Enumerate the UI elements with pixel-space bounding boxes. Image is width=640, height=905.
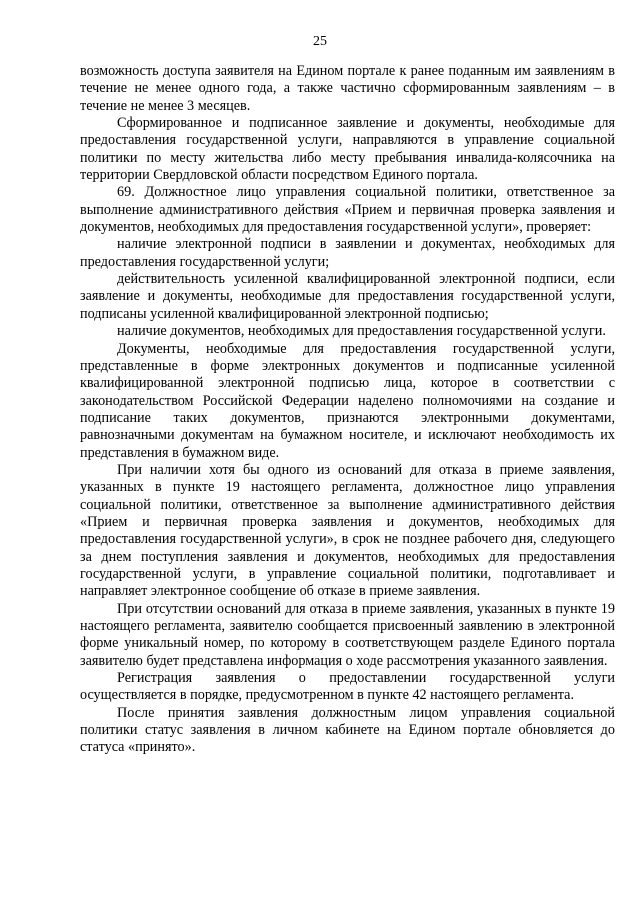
document-body xyxy=(80,63,615,757)
paragraph-registration: Регистрация заявления о предоставлении государственной услуги осуществляется в порядке, предусмотренном в пункте 42 настоящего регламента. xyxy=(80,670,615,704)
page-number: 25 xyxy=(313,34,327,49)
paragraph-signature-validity: действительность усиленной квалифицированной электронной подписи, если заявление и документы, необходимые для предоставления государственной услуги, подписаны усиленной квалифицированной электронной подписью; xyxy=(80,271,615,322)
paragraph-electronic-documents: Документы, необходимые для предоставления государственной услуги, представленные в форме электронных документов и подписанные усиленной квалифицированной электронной подписью лица, которое в соответствии с законодательством Российской Федерации наделено полномочиями на создание и подписание таких документов, признаются электронными документами, равнозначными документам на бумажном носителе, и исключают необходимость их представления в бумажном виде. xyxy=(80,340,615,461)
paragraph-status-update: После принятия заявления должностным лицом управления социальной политики статус заявления в личном кабинете на Едином портале обновляется до статуса «принято». xyxy=(80,704,615,756)
paragraph-refusal: При наличии хотя бы одного из оснований для отказа в приеме заявления, указанных в пункте 19 настоящего регламента, должностное лицо управления социальной политики, ответственное за выполнение административного действия «Прием и первичная проверка заявления и документов, необходимых для предоставления государственной услуги», в срок не позднее рабочего дня, следующего за днем поступления заявления и документов, необходимых для предоставления государственной услуги, в управление социальной политики, подготавливает и направляет электронное сообщение об отказе в приеме заявления. xyxy=(80,461,615,600)
paragraph-portal-access: возможность доступа заявителя на Едином портале к ранее поданным им заявлениям в течение не менее одного года, а также частично сформированным заявлениям – в течение не менее 3 месяцев. xyxy=(80,63,615,114)
paragraph-submission: Сформированное и подписанное заявление и документы, необходимые для предоставления государственной услуги, направляются в управление социальной политики по месту жительства либо месту пребывания инвалида-колясочника на территории Свердловской области посредством Единого портала. xyxy=(80,115,615,184)
paragraph-item-69: 69. Должностное лицо управления социальной политики, ответственное за выполнение административного действия «Прием и первичная проверка заявления и документов, необходимых для предоставления государственной услуги», проверяет: xyxy=(80,184,615,236)
paragraph-documents-presence: наличие документов, необходимых для предоставления государственной услуги. xyxy=(117,323,606,340)
paragraph-unique-number: При отсутствии оснований для отказа в приеме заявления, указанных в пункте 19 настоящего регламента, заявителю сообщается присвоенный заявлению в электронной форме уникальный номер, по которому в соответствующем разделе Единого портала заявителю будет представлена информация о ходе рассмотрения указанного заявления. xyxy=(80,600,615,669)
paragraph-signature-check: наличие электронной подписи в заявлении и документах, необходимых для предоставления государственной услуги; xyxy=(80,236,615,270)
